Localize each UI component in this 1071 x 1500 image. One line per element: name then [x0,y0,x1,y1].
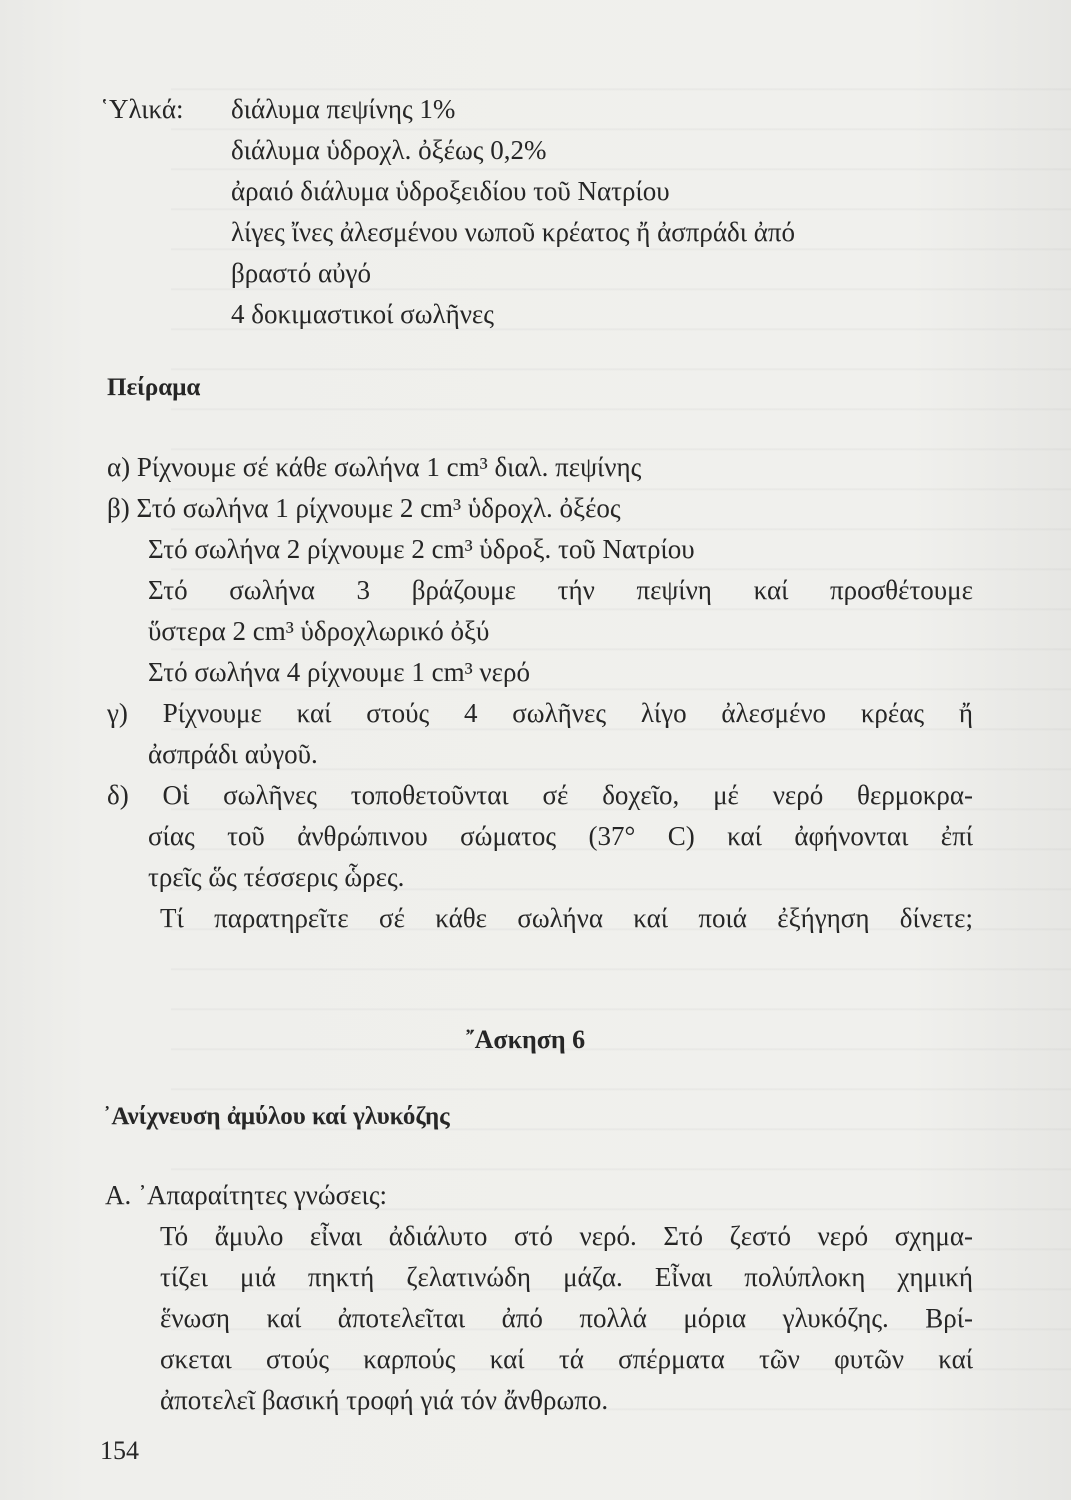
page-number: 154 [100,1436,139,1465]
experiment-question: Τί παρατηρεῖτε σέ κάθε σωλήνα καί ποιά ἐξήγηση δίνετε; [160,903,973,933]
materials-item: λίγες ἴνες ἀλεσμένου νωποῦ κρέατος ἤ ἀσπράδι ἀπό [231,217,796,247]
materials-label: ῾Υλικά: [100,94,184,124]
section-a-line: σκεται στούς καρπούς καί τά σπέρματα τῶν φυτῶν καί [160,1344,973,1374]
materials-item: διάλυμα ὑδροχλ. ὀξέως 0,2% [231,135,547,165]
experiment-heading: Πείραμα [107,374,201,401]
experiment-line: Στό σωλήνα 4 ρίχνουμε 1 cm³ νερό [148,657,530,687]
materials-item: βραστό αὐγό [231,258,371,288]
exercise-subtitle: ᾿Ανίχνευση ἀμύλου καί γλυκόζης [103,1103,450,1130]
exercise-title: ῎Ασκηση 6 [466,1025,586,1054]
experiment-line: Στό σωλήνα 3 βράζουμε τήν πεψίνη καί προσθέτουμε [148,575,973,605]
experiment-line: δ) Οἱ σωλῆνες τοποθετοῦνται σέ δοχεῖο, μέ νερό θερμοκρα- [107,780,973,810]
section-a-line: Τό ἄμυλο εἶναι ἀδιάλυτο στό νερό. Στό ζεστό νερό σχημα- [160,1221,973,1251]
materials-item: 4 δοκιμαστικοί σωλῆνες [231,299,494,329]
experiment-line: α) Ρίχνουμε σέ κάθε σωλήνα 1 cm³ διαλ. πεψίνης [107,452,642,482]
section-a-line: τίζει μιά πηκτή ζελατινώδη μάζα. Εἶναι πολύπλοκη χημική [160,1262,973,1292]
section-a-line: ἕνωση καί ἀποτελεῖται ἀπό πολλά μόρια γλυκόζης. Βρί- [160,1303,973,1333]
materials-item: διάλυμα πεψίνης 1% [231,94,456,124]
experiment-line: ὕστερα 2 cm³ ὑδροχλωρικό ὀξύ [148,616,490,646]
experiment-line: ἀσπράδι αὐγοῦ. [148,739,318,769]
section-a-label: Α. ᾿Απαραίτητες γνώσεις: [105,1180,388,1210]
materials-item: ἀραιό διάλυμα ὑδροξειδίου τοῦ Νατρίου [231,176,670,206]
experiment-line: γ) Ρίχνουμε καί στούς 4 σωλῆνες λίγο ἀλεσμένο κρέας ἤ [107,698,973,728]
experiment-line: Στό σωλήνα 2 ρίχνουμε 2 cm³ ὑδροξ. τοῦ Νατρίου [148,534,695,564]
experiment-line: σίας τοῦ ἀνθρώπινου σώματος (37° C) καί ἀφήνονται ἐπί [148,821,973,851]
experiment-line: β) Στό σωλήνα 1 ρίχνουμε 2 cm³ ὑδροχλ. ὀξέος [107,493,621,523]
section-a-line: ἀποτελεῖ βασική τροφή γιά τόν ἄνθρωπο. [160,1385,609,1415]
experiment-line: τρεῖς ὥς τέσσερις ὧρες. [148,862,405,892]
